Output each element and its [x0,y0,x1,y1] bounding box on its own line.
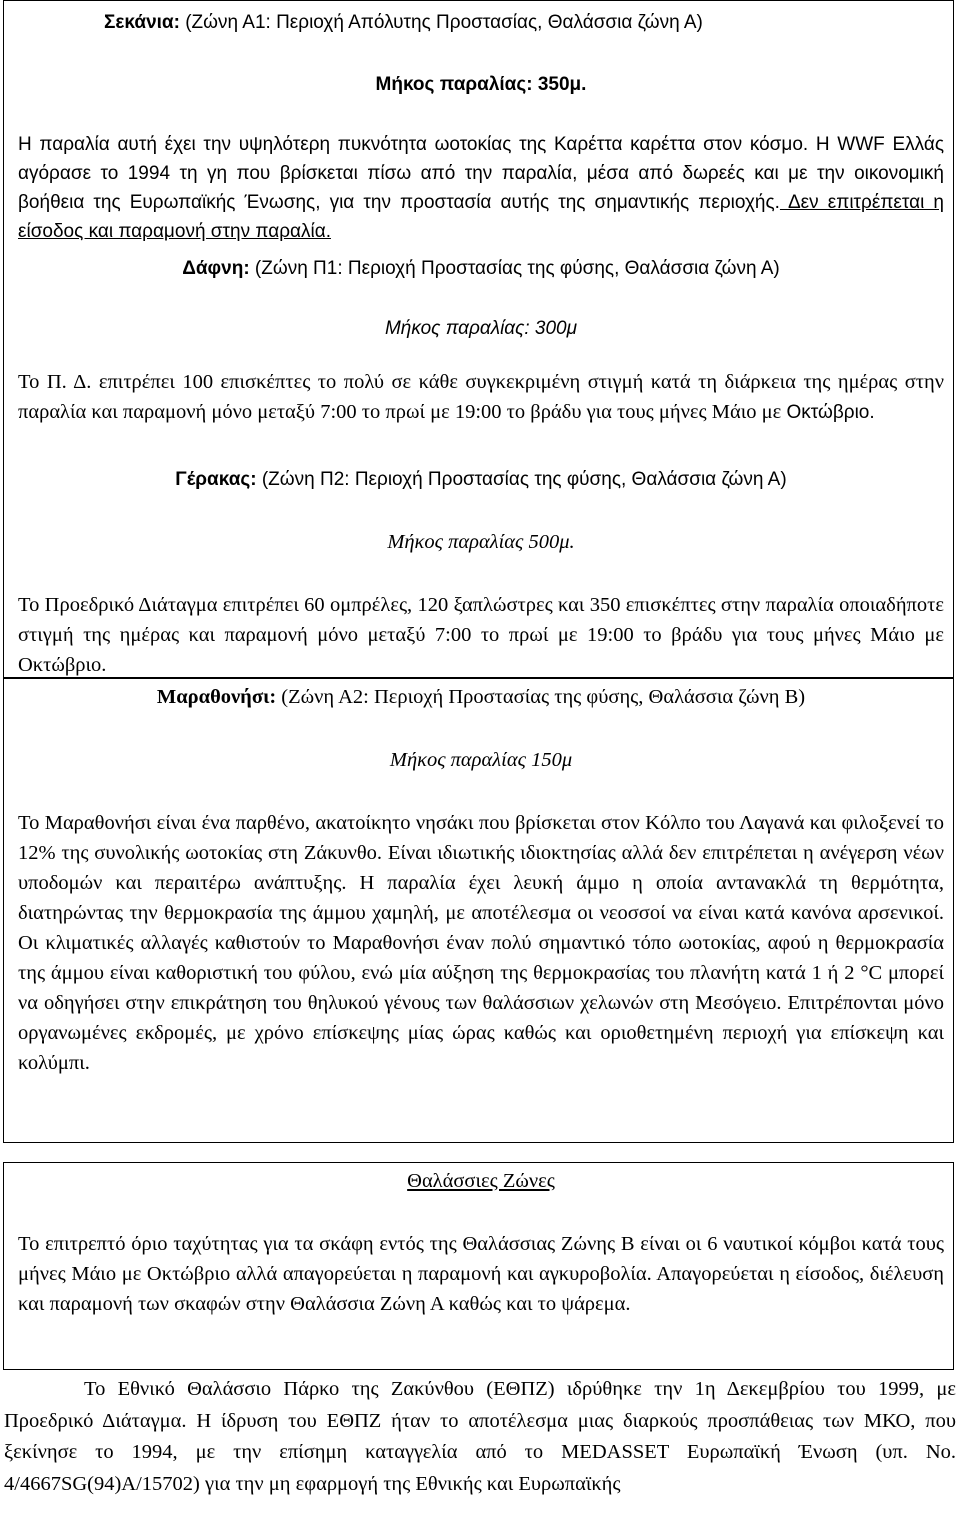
sekania-zone: (Ζώνη Α1: Περιοχή Απόλυτης Προστασίας, Θαλάσσια ζώνη Α) [179,12,703,33]
marathonisi-length: Μήκος παραλίας 150μ [389,749,573,771]
marathonisi-name: Μαραθονήσι: [156,686,277,708]
marathonisi-zone: (Ζώνη Α2: Περιοχή Προστασίας της φύσης, Θαλάσσια ζώνη Β) [276,686,806,708]
dafni-length: Μήκος παραλίας: 300μ [384,318,578,339]
gerakas-body: Το Προεδρικό Διάταγμα επιτρέπει 60 ομπρέλες, 120 ξαπλώστρες και 350 επισκέπτες στην παραλία οποιαδήποτε στιγμή της ημέρας και παραμονή μόνο μεταξύ 7:00 το πρωί με 19:00 το βράδυ για τους μήνες Μάιο με Οκτώβριο. [18,594,944,676]
gerakas-heading [18,465,944,494]
dafni-body: Το Π. Δ. επιτρέπει 100 επισκέπτες το πολύ σε κάθε συγκεκριμένη στιγμή κατά τη διάρκεια της ημέρας στην παραλία και παραμονή μόνο μεταξύ 7:00 το πρωί με 19:00 το βράδυ για τους μήνες Μάιο με Οκτώβριο. [18,371,944,423]
gerakas-length: Μήκος παραλίας 500μ. [387,531,575,553]
dafni-heading [18,254,944,283]
dafni-zone: (Ζώνη Π1: Περιοχή Προστασίας της φύσης, Θαλάσσια ζώνη Α) [249,258,780,279]
gerakas-name: Γέρακας: [175,469,257,490]
marathonisi-body: Το Μαραθονήσι είναι ένα παρθένο, ακατοίκητο νησάκι που βρίσκεται στον Κόλπο του Λαγανά και φιλοξενεί το 12% της συνολικής ωοτοκίας στη Ζάκυνθο. Είναι ιδιωτικής ιδιοκτησίας αλλά δεν επιτρέπεται η ανέγερση νέων υποδομών και περαιτέρω ανάπτυξης. Η παραλία έχει λευκή άμμο η οποία αντανακλά τη θερμότητα, διατηρώντας την θερμοκρασία της άμμου χαμηλή, με αποτέλεσμα οι νεοσσοί να είναι κατά κανόνα αρσενικοί. Οι κλιματικές αλλαγές καθιστούν το Μαραθονήσι έναν πολύ σημαντικό τόπο ωοτοκίας, αφού η θερμοκρασία της άμμου είναι καθοριστική του φύλου, ενώ μία αύξηση της θερμοκρασίας του πλανήτη κατά 1 ή 2 °C μπορεί να οδηγήσει στην επικράτηση του θηλυκού γένους των θαλάσσιων χελωνών στη Μεσόγειο. Επιτρέπονται μόνο οργανωμένες εκδρομές, με χρόνο επίσκεψης μίας ώρας καθώς και οριοθετημένη περιοχή για επίσκεψη και κολύμπι. [18,812,944,1074]
marathonisi-section [3,678,954,1143]
sekania-length: Μήκος παραλίας: 350μ. [375,74,587,95]
sekania-name: Σεκάνια: [104,12,180,33]
park-history-paragraph: Το Εθνικό Θαλάσσιο Πάρκο της Ζακύνθου (ΕΘΠΖ) ιδρύθηκε την 1η Δεκεμβρίου του 1999, με Προεδρικό Διάταγμα. Η ίδρυση του ΕΘΠΖ ήταν το αποτέλεσμα μιας διαρκούς προσπάθειας των ΜΚΟ, που ξεκίνησε το 1994, με την επίσημη καταγγελία από το MEDASSET Ευρωπαϊκή Ένωση (υπ. No. 4/4667SG(94)A/15702) για την μη εφαρμογή της Εθνικής και Ευρωπαϊκής [4,1378,956,1495]
gerakas-zone: (Ζώνη Π2: Περιοχή Προστασίας της φύσης, Θαλάσσια ζώνη Α) [256,469,787,490]
sekania-heading [104,8,934,37]
marine-zones-section [3,1162,954,1370]
marathonisi-heading [18,682,944,712]
sekania-body: Η παραλία αυτή έχει την υψηλότερη πυκνότητα ωοτοκίας της Καρέττα καρέττα στον κόσμο. Η WWF Ελλάς αγόρασε το 1994 τη γη που βρίσκεται πίσω από την παραλία, μέσα από δωρεές και με την οικονομική βοήθεια της Ευρωπαϊκής Ένωσης, για την προστασία αυτής της σημαντικής περιοχής. Δεν επιτρέπεται η είσοδος και παραμονή στην παραλία. [18,134,945,242]
dafni-gerakas-section [3,254,954,678]
sekania-restriction: Δεν επιτρέπεται η είσοδος και παραμονή στην παραλία. [18,192,945,242]
marine-zones-title: Θαλάσσιες Ζώνες [407,1170,555,1192]
marine-zones-body: Το επιτρεπτό όριο ταχύτητας για τα σκάφη εντός της Θαλάσσιας Ζώνης Β είναι οι 6 ναυτικοί κόμβοι κατά τους μήνες Μάιο με Οκτώβριο αλλά απαγορεύεται η παραμονή και αγκυροβολία. Απαγορεύεται η είσοδος, διέλευση και παραμονή των σκαφών στην Θαλάσσια Ζώνη Α καθώς και το ψάρεμα. [18,1233,944,1315]
dafni-name: Δάφνη: [182,258,250,279]
sekania-section [3,0,954,258]
